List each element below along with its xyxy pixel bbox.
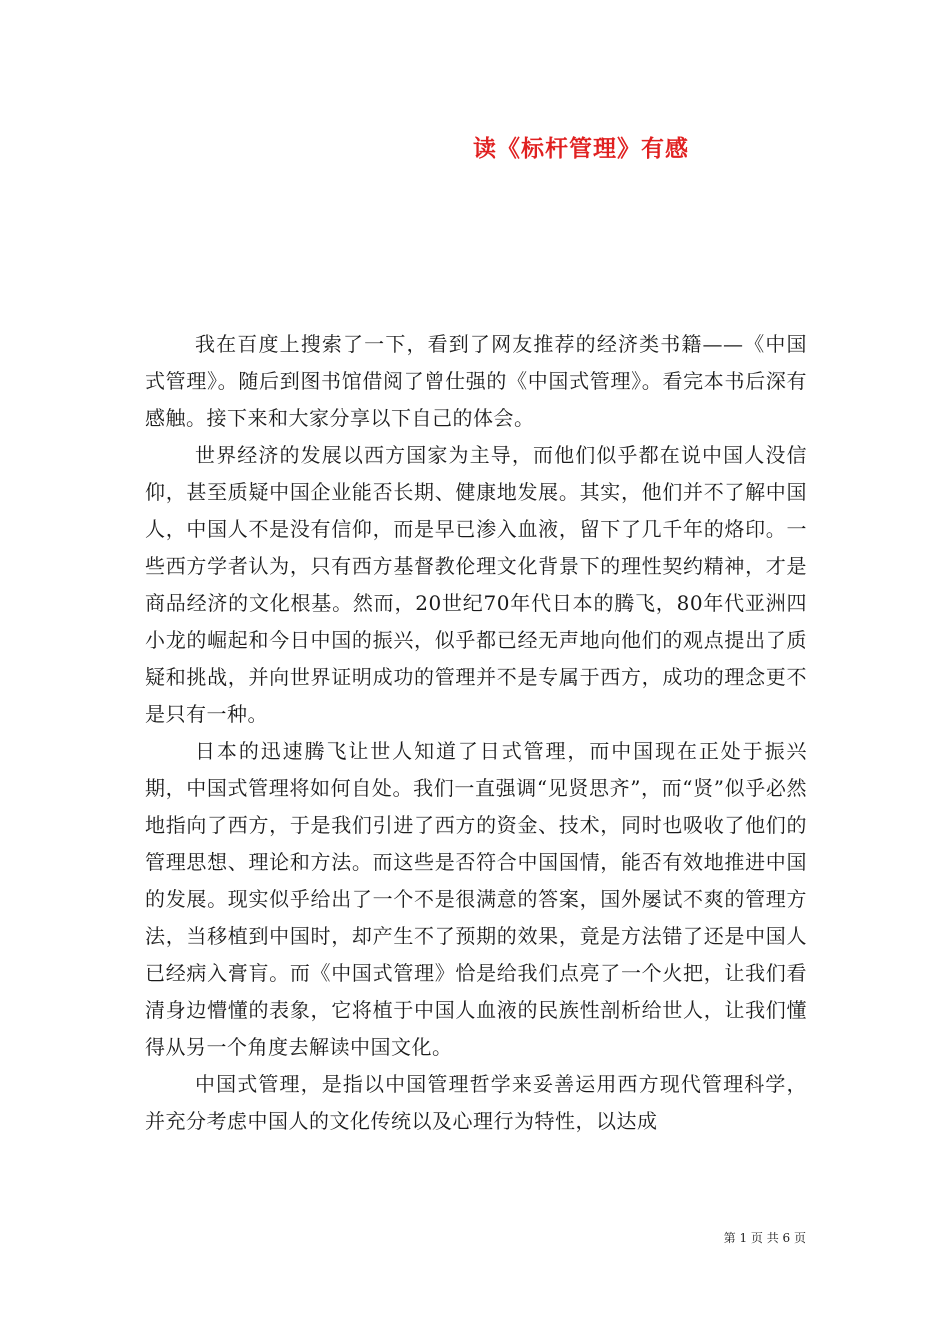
page-number-footer: 第 1 页 共 6 页 — [723, 1231, 806, 1245]
paragraph-1: 我在百度上搜索了一下，看到了网友推荐的经济类书籍——《中国式管理》。随后到图书馆借阅了曾仕强的《中国式管理》。看完本书后深有感触。接下来和大家分享以下自己的体会。 — [145, 332, 807, 430]
document-title: 读《标杆管理》有感 — [473, 135, 689, 162]
paragraph-2: 世界经济的发展以西方国家为主导，而他们似乎都在说中国人没信仰，甚至质疑中国企业能否长期、健康地发展。其实，他们并不了解中国人，中国人不是没有信仰，而是早已渗入血液，留下了几千年的烙印。一些西方学者认为，只有西方基督教伦理文化背景下的理性契约精神，才是商品经济的文化根基。然而，20世纪70年代日本的腾飞，80年代亚洲四小龙的崛起和今日中国的振兴，似乎都已经无声地向他们的观点提出了质疑和挑战，并向世界证明成功的管理并不是专属于西方，成功的理念更不是只有一种。 — [145, 443, 807, 726]
paragraph-3: 日本的迅速腾飞让世人知道了日式管理，而中国现在正处于振兴期，中国式管理将如何自处。我们一直强调“见贤思齐”，而“贤”似乎必然地指向了西方，于是我们引进了西方的资金、技术，同时也吸收了他们的管理思想、理论和方法。而这些是否符合中国国情，能否有效地推进中国的发展。现实似乎给出了一个不是很满意的答案，国外屡试不爽的管理方法，当移植到中国时，却产生不了预期的效果，竟是方法错了还是中国人已经病入膏肓。而《中国式管理》恰是给我们点亮了一个火把，让我们看清身边懵懂的表象，它将植于中国人血液的民族性剖析给世人，让我们懂得从另一个角度去解读中国文化。 — [145, 739, 807, 1059]
document-body — [145, 326, 807, 1140]
paragraph-4: 中国式管理，是指以中国管理哲学来妥善运用西方现代管理科学，并充分考虑中国人的文化传统以及心理行为特性，以达成 — [145, 1072, 807, 1133]
